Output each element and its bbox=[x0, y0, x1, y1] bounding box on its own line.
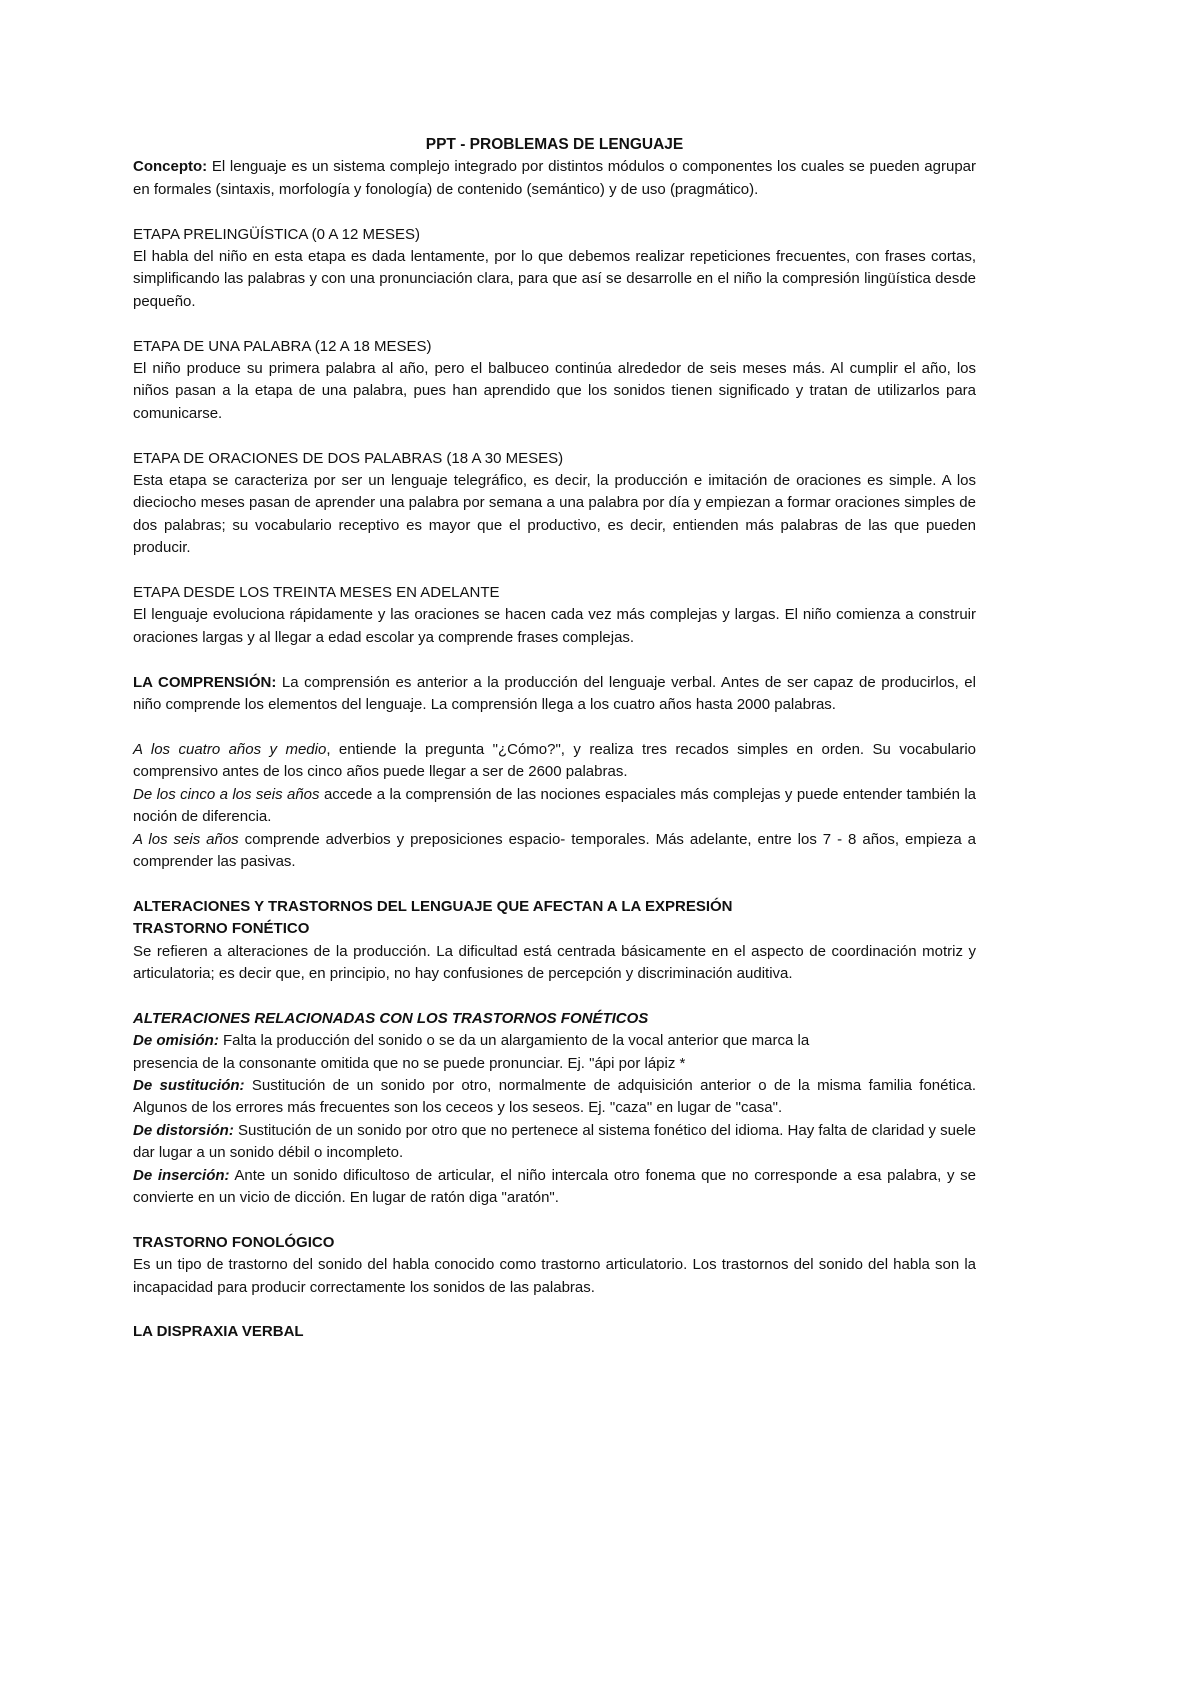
edad-paragraph bbox=[133, 829, 976, 874]
fonologico-heading-text: TRASTORNO FONOLÓGICO bbox=[133, 1233, 335, 1251]
comprension-text: La comprensión es anterior a la producción del lenguaje verbal. Antes de ser capaz de producirlos, el niño comprende los elementos del lenguaje. La comprensión llega a los cuatro años hasta 2000 palabras. bbox=[133, 673, 976, 714]
omision-text: Falta la producción del sonido o se da un alargamiento de la vocal anterior que marca la bbox=[218, 1032, 810, 1050]
distorsion-label: De distorsión: bbox=[133, 1121, 234, 1139]
etapa1-text: El habla del niño en esta etapa es dada lentamente, por lo que debemos realizar repeticiones frecuentes, con frases cortas, simplificando las palabras y con una pronunciación clara, para que así se desarrolle en el niño la compresión lingüística desde pequeño. bbox=[133, 248, 976, 310]
fonologico-heading bbox=[133, 1232, 976, 1254]
fonetico-heading-text: TRASTORNO FONÉTICO bbox=[133, 920, 310, 938]
omision-label: De omisión: bbox=[133, 1032, 219, 1050]
etapa3-text: Esta etapa se caracteriza por ser un lenguaje telegráfico, es decir, la producción e imitación de oraciones es simple. A los dieciocho meses pasan de aprender una palabra por semana a una palabra por día y empiezan a formar oraciones simples de dos palabras; su vocabulario receptivo es mayor que el productivo, es decir, entienden más palabras de las que pueden producir. bbox=[133, 472, 976, 557]
dispraxia-heading-text: LA DISPRAXIA VERBAL bbox=[133, 1323, 304, 1341]
fonetico-text: Se refieren a alteraciones de la producción. La dificultad está centrada básicamente en el aspecto de coordinación motriz y articulatoria; es decir que, en principio, no hay confusiones de percepción y discriminación auditiva. bbox=[133, 942, 976, 982]
alteraciones-heading bbox=[133, 896, 976, 918]
relacionadas-heading bbox=[133, 1008, 976, 1030]
omision-item bbox=[133, 1030, 976, 1075]
edad-em: A los cuatro años y medio bbox=[133, 740, 327, 758]
relacionadas-heading-text: ALTERACIONES RELACIONADAS CON LOS TRASTORNOS FONÉTICOS bbox=[133, 1009, 649, 1027]
concepto-paragraph bbox=[133, 156, 976, 201]
sustitucion-item bbox=[133, 1075, 976, 1120]
dispraxia-heading bbox=[133, 1321, 976, 1343]
insercion-text: Ante un sonido dificultoso de articular, el niño intercala otro fonema que no corresponde a esa palabra, y se convierte en un vicio de dicción. En lugar de ratón diga "aratón". bbox=[133, 1166, 976, 1206]
concepto-text: El lenguaje es un sistema complejo integrado por distintos módulos o componentes los cuales se pueden agrupar en formales (sintaxis, morfología y fonología) de contenido (semántico) y de uso (pragmático). bbox=[133, 158, 976, 198]
alteraciones-heading-text: ALTERACIONES Y TRASTORNOS DEL LENGUAJE QUE AFECTAN A LA EXPRESIÓN bbox=[133, 897, 733, 915]
etapa4-text: El lenguaje evoluciona rápidamente y las oraciones se hacen cada vez más complejas y largas. El niño comienza a construir oraciones largas y al llegar a edad escolar ya comprende frases complejas. bbox=[133, 606, 976, 646]
document-page bbox=[133, 134, 976, 1344]
concepto-label: Concepto: bbox=[133, 158, 208, 176]
fonologico-text: Es un tipo de trastorno del sonido del habla conocido como trastorno articulatorio. Los trastornos del sonido del habla son la incapacidad para producir correctamente los sonidos de las palabras. bbox=[133, 1256, 976, 1296]
edad-em: De los cinco a los seis años bbox=[133, 785, 320, 803]
etapa2-text: El niño produce su primera palabra al año, pero el balbuceo continúa alrededor de seis meses más. Al cumplir el año, los niños pasan a la etapa de una palabra, pues han aprendido que los sonidos tienen significado y tratan de utilizarlos para comunicarse. bbox=[133, 360, 976, 422]
fonetico-heading bbox=[133, 918, 976, 940]
etapa4-heading: ETAPA DESDE LOS TREINTA MESES EN ADELANTE bbox=[133, 584, 500, 602]
comprension-label: LA COMPRENSIÓN: bbox=[133, 673, 277, 691]
edad-em: A los seis años bbox=[133, 830, 239, 848]
sustitucion-text: Sustitución de un sonido por otro, normalmente de adquisición anterior o de la misma familia fonética. Algunos de los errores más frecuentes son los ceceos y los seseos. Ej. "caza" en lugar de "casa". bbox=[133, 1076, 977, 1117]
distorsion-item bbox=[133, 1120, 976, 1165]
edad-text: , entiende la pregunta "¿Cómo?", y realiza tres recados simples en orden. Su vocabulario comprensivo antes de los cinco años puede llegar a ser de 2600 palabras. bbox=[133, 740, 976, 781]
insercion-item bbox=[133, 1165, 976, 1210]
document-title: PPT - PROBLEMAS DE LENGUAJE bbox=[425, 136, 684, 153]
etapa3-heading: ETAPA DE ORACIONES DE DOS PALABRAS (18 A 30 MESES) bbox=[133, 449, 564, 467]
etapa2-heading: ETAPA DE UNA PALABRA (12 A 18 MESES) bbox=[133, 337, 432, 355]
distorsion-text: Sustitución de un sonido por otro que no pertenece al sistema fonético del idioma. Hay falta de claridad y suele dar lugar a un sonido débil o incompleto. bbox=[133, 1121, 976, 1162]
insercion-label: De inserción: bbox=[133, 1166, 230, 1184]
etapa1-heading: ETAPA PRELINGÜÍSTICA (0 A 12 MESES) bbox=[133, 225, 421, 243]
sustitucion-label: De sustitución: bbox=[133, 1076, 245, 1094]
edad-paragraph bbox=[133, 784, 976, 829]
comprension-paragraph bbox=[133, 672, 976, 717]
omision-text2: presencia de la consonante omitida que no se puede pronunciar. Ej. "ápi por lápiz * bbox=[133, 1054, 686, 1072]
edad-text: accede a la comprensión de las nociones espaciales más complejas y puede entender también la noción de diferencia. bbox=[133, 785, 977, 826]
edad-text: comprende adverbios y preposiciones espacio- temporales. Más adelante, entre los 7 - 8 años, empieza a comprender las pasivas. bbox=[133, 830, 976, 870]
edad-paragraph bbox=[133, 739, 976, 784]
